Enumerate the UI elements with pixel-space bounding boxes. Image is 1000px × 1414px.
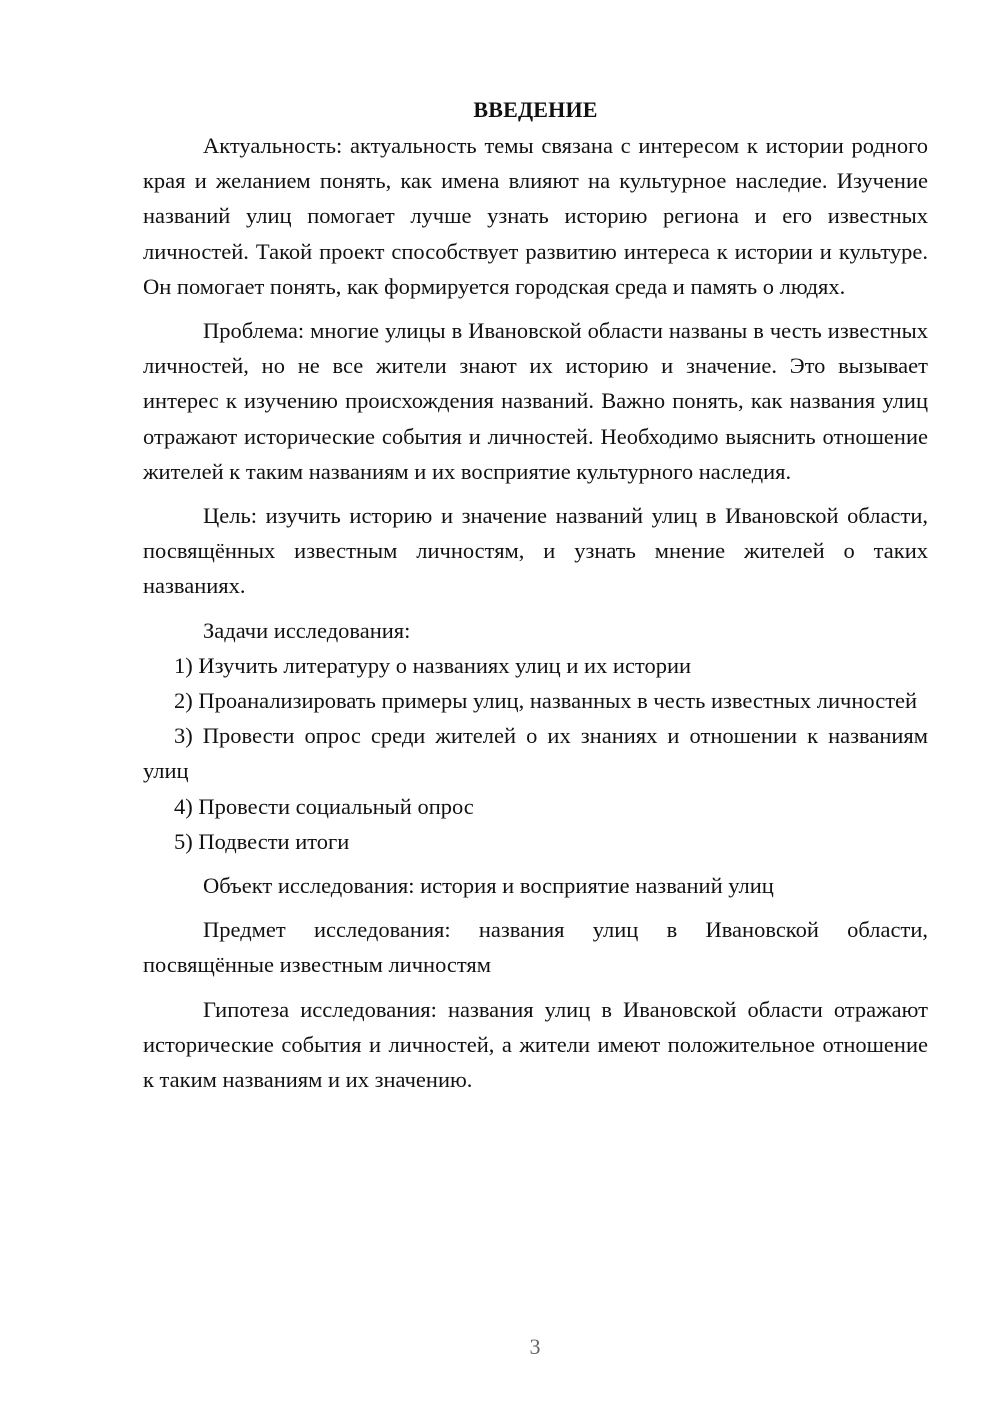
- relevance-paragraph: Актуальность: актуальность темы связана с интересом к истории родного края и желанием понять, как имена влияют на культурное наследие. Изучение названий улиц помогает лучше узнать историю региона и его известных личностей. Такой проект способствует развитию интереса к истории и культуре. Он помогает понять, как формируется городская среда и память о людях.: [143, 133, 928, 299]
- goal-paragraph: Цель: изучить историю и значение названий улиц в Ивановской области, посвящённых известным личностям, и узнать мнение жителей о таких названиях.: [143, 503, 928, 599]
- task-item-1: 1) Изучить литературу о названиях улиц и их истории: [174, 652, 692, 678]
- subject-paragraph: Предмет исследования: названия улиц в Ивановской области, посвящённые известным личностям: [143, 917, 928, 978]
- task-item-4: 4) Провести социальный опрос: [174, 793, 474, 819]
- page-number: 3: [529, 1334, 541, 1359]
- task-item-3: 3) Провести опрос среди жителей о их знаниях и отношении к названиям улиц: [143, 723, 928, 784]
- task-item-5: 5) Подвести итоги: [174, 828, 350, 854]
- object-paragraph: Объект исследования: история и восприятие названий улиц: [203, 873, 774, 899]
- page-title: ВВЕДЕНИЕ: [473, 97, 598, 122]
- problem-paragraph: Проблема: многие улицы в Ивановской области названы в честь известных личностей, но не все жители знают их историю и значение. Это вызывает интерес к изучению происхождения названий. Важно понять, как названия улиц отражают исторические события и личностей. Необходимо выяснить отношение жителей к таким названиям и их восприятие культурного наследия.: [143, 318, 928, 484]
- document-page: [143, 92, 928, 1097]
- tasks-title: Задачи исследования:: [203, 617, 411, 643]
- task-item-2: 2) Проанализировать примеры улиц, названных в честь известных личностей: [174, 688, 918, 714]
- hypothesis-paragraph: Гипотеза исследования: названия улиц в Ивановской области отражают исторические события и личностей, а жители имеют положительное отношение к таким названиям и их значению.: [143, 996, 928, 1093]
